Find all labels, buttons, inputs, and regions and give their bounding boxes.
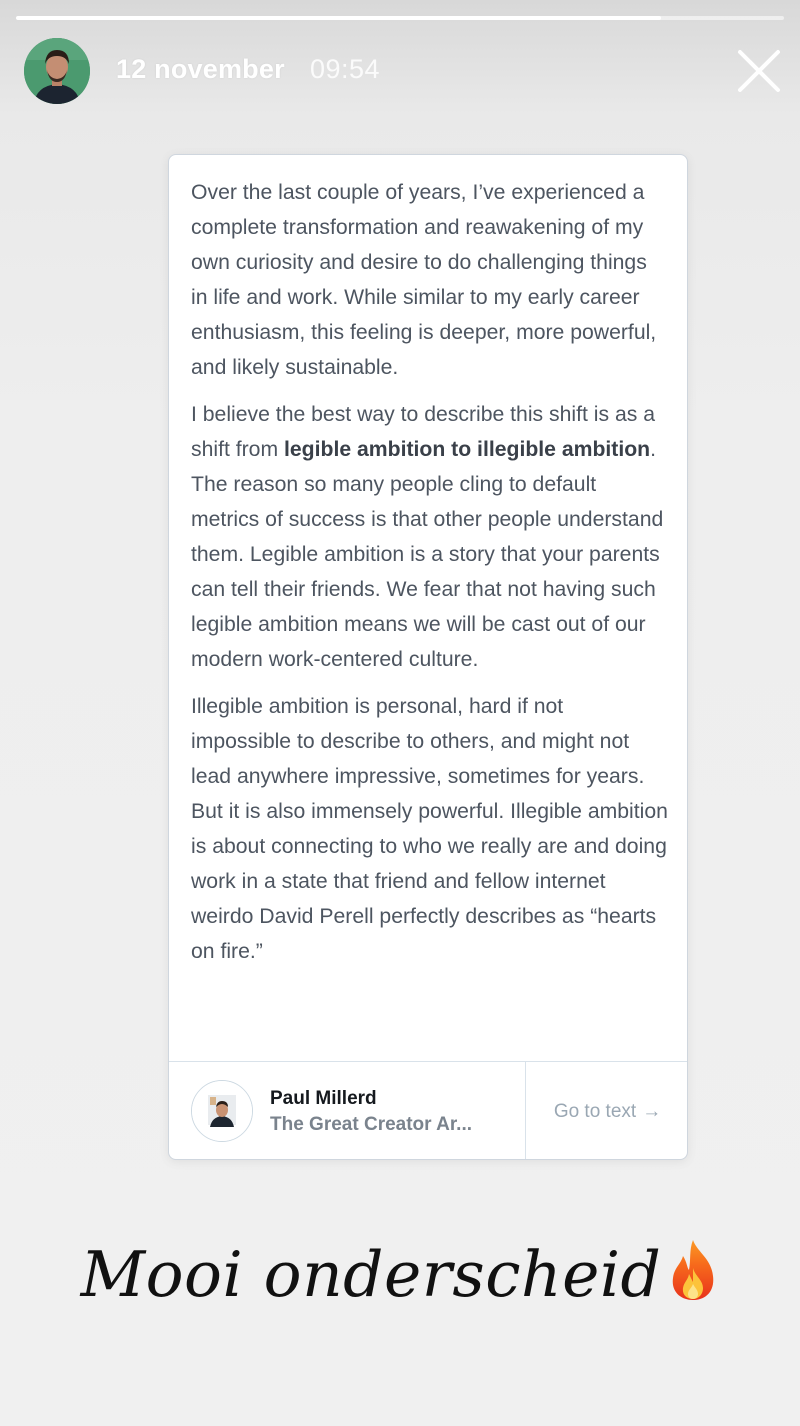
person-photo-icon [24,38,90,104]
quote-segment: Over the last couple of years, I’ve experienced a complete transformation and reawakening of my own curiosity and desire to do challenging things in life and work. While similar to my early career enthusiasm, this feeling is deeper, more powerful, and likely sustainable. [191,181,657,379]
quote-footer [169,1061,688,1160]
story-progress-bar [16,16,784,20]
book-title: The Great Creator Ar... [270,1114,473,1135]
fire-icon [667,1238,719,1302]
story-caption [0,1238,800,1311]
quote-card [168,154,688,1160]
story-date: 12 november [116,54,285,84]
story-time: 09:54 [310,54,381,84]
author-avatar [191,1080,253,1142]
quote-paragraph [191,689,669,969]
author-photo-icon [192,1081,252,1141]
quote-paragraph [191,397,669,677]
quote-segment: Illegible ambition is personal, hard if not impossible to describe to others, and might not lead anywhere impressive, sometimes for years. But it is also immensely powerful. Illegible ambition is about connecting to who we really are and doing work in a state that friend and fellow internet weirdo David Perell perfectly describes as “hearts on fire.” [191,695,668,963]
caption-text: Mooi onderscheid [80,1238,662,1311]
quote-segment: I believe the best way to describe this shift is as a shift from [191,403,656,461]
close-icon [734,46,784,96]
quote-text [191,175,669,981]
go-to-text-link[interactable] [526,1062,688,1160]
quote-emphasis: legible ambition to illegible ambition [284,438,651,461]
profile-avatar[interactable] [24,38,90,104]
author-name: Paul Millerd [270,1088,377,1109]
close-button[interactable] [734,46,784,96]
go-to-text-label: Go to text [553,1101,637,1122]
author-info[interactable] [169,1062,526,1160]
quote-segment: . The reason so many people cling to default metrics of success is that other people understand them. Legible ambition is a story that your parents can tell their friends. We fear that not having such legible ambition means we will be cast out of our modern work-centered culture. [191,438,664,671]
story-progress-fill [16,16,661,20]
arrow-right-icon: → [642,1101,662,1122]
quote-paragraph [191,175,669,385]
